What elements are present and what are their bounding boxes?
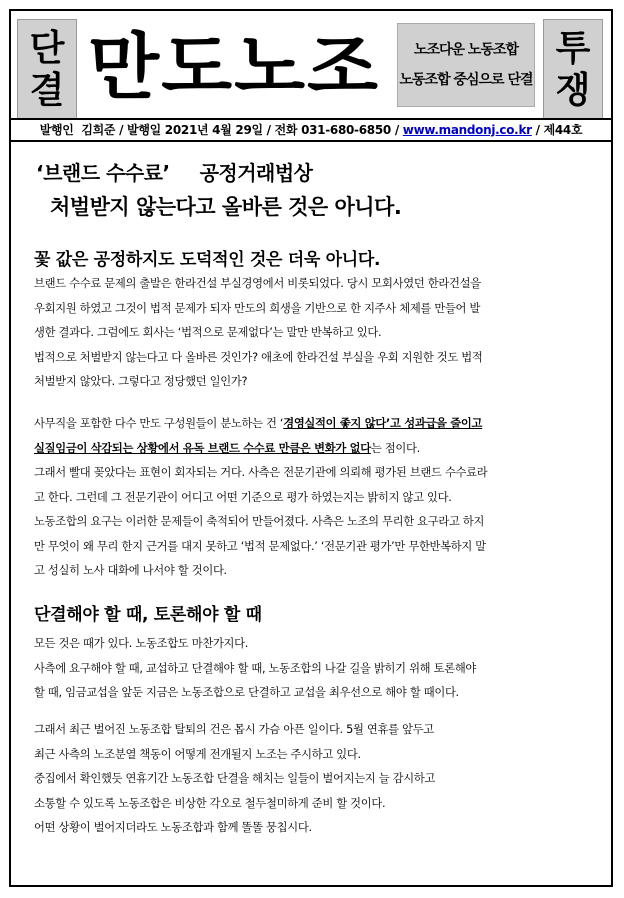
masthead-title: 만도노조 [88,25,381,109]
publication-info-prefix: 발행인 김희준 / 발행일 2021년 4월 29일 / 전화 031-680-6850 / [39,123,403,137]
text-line: 생한 결과다. 그럼에도 회사는 ‘법적으로 문제없다’는 말만 반복하고 있다. [34,326,382,339]
emphasis-text: 실질임금이 삭감되는 상황에서 유독 브랜드 수수료 만큼은 변화가 없다 [34,441,371,455]
text-line: 어떤 상황이 벌어지더라도 노동조합과 함께 똘똘 뭉칩시다. [34,821,312,834]
text-line: 최근 사측의 노조분열 책동이 어떻게 전개될지 노조는 주시하고 있다. [34,747,361,761]
text-line: 그래서 빨대 꽂았다는 표현이 회자되는 거다. 사측은 전문기관에 의뢰해 평가된 브랜드 수수료라 [34,466,488,479]
text-line: 그래서 최근 벌어진 노동조합 탈퇴의 건은 몹시 가슴 아픈 일이다. 5월 연휴를 앞두고 [34,723,434,736]
newsletter-header [11,11,611,119]
text-line: 고 한다. 그런데 그 전문기관이 어디고 어떤 기준으로 평가 하였는지는 밝히지 않고 있다. [34,490,452,504]
text-line: 노동조합의 요구는 이러한 문제들이 축적되어 만들어졌다. 사측은 노조의 무리한 요구라고 하지 [34,515,485,528]
section1-paragraph2 [34,412,594,584]
left-char-2: 결 [29,69,65,111]
issue-number: / 제44호 [531,123,583,137]
article-title [36,156,596,224]
left-slogan-box [17,19,77,119]
emphasis-text: 경영실적이 좋지 않다’고 성과급을 줄이고 [283,417,483,430]
text-line: 할 때, 임금교섭을 앞둔 지금은 노동조합으로 단결하고 교섭을 최우선으로 해야 할 때이다. [34,686,459,699]
left-char-1: 단 [29,27,65,69]
text-line: 사무직을 포함한 다수 만도 구성원들이 분노하는 건 ‘ [34,417,284,430]
slogan-line-2: 노동조합 중심으로 단결 [399,72,533,88]
right-slogan-box [543,19,603,119]
text-line: 중집에서 확인했듯 연휴기간 노동조합 단결을 해치는 일들이 벌어지는지 늘 감시하고 [34,772,436,785]
title-line1-part2: 공정거래법상 [199,161,313,185]
section1-paragraph1 [34,272,594,395]
publication-info-bar [11,118,611,142]
text-line: 는 점이다. [370,441,420,455]
slogan-line-1: 노조다운 노동조합 [413,42,519,58]
right-char-2: 쟁 [555,69,591,111]
section2-paragraph2 [34,718,594,841]
right-char-1: 투 [555,27,591,69]
title-line2: 처벌받지 않는다고 올바른 것은 아니다. [50,195,402,219]
text-line: 만 무엇이 왜 무리 한지 근거를 대지 못하고 ‘법적 문제없다.’ ‘전문기관 평가’만 무한반복하지 말 [34,539,486,553]
text-line: 브랜드 수수료 문제의 출발은 한라건설 부실경영에서 비롯되었다. 당시 모회사였던 한라건설을 [34,277,481,290]
text-line: 고 성실히 노사 대화에 나서야 할 것이다. [34,564,227,577]
section2-paragraph1 [34,632,594,706]
title-line1-part1: ‘브랜드 수수료’ [36,161,170,185]
section1-heading: 꽃 값은 공정하지도 도덕적인 것은 더욱 아니다. [34,250,381,270]
text-line: 모든 것은 때가 있다. 노동조합도 마찬가지다. [34,637,249,650]
text-line: 법적으로 처벌받지 않는다고 다 올바른 것인가? 애초에 한라건설 부실을 우회 지원한 것도 법적 [34,350,483,364]
text-line: 사측에 요구해야 할 때, 교섭하고 단결해야 할 때, 노동조합의 나갈 길을 밝히기 위해 토론해야 [34,661,477,675]
text-line: 우회지원 하였고 그것이 법적 문제가 되자 만도의 희생을 기반으로 한 지주사 체제를 만들어 발 [34,301,481,315]
section2-heading: 단결해야 할 때, 토론해야 할 때 [34,605,262,625]
text-line: 처벌받지 않았다. 그렇다고 정당했던 일인가? [34,375,248,388]
website-link[interactable]: www.mandonj.co.kr [402,123,532,137]
text-line: 소통할 수 있도록 노동조합은 비상한 각오로 철두철미하게 준비 할 것이다. [34,796,386,810]
slogan-box [397,23,535,107]
